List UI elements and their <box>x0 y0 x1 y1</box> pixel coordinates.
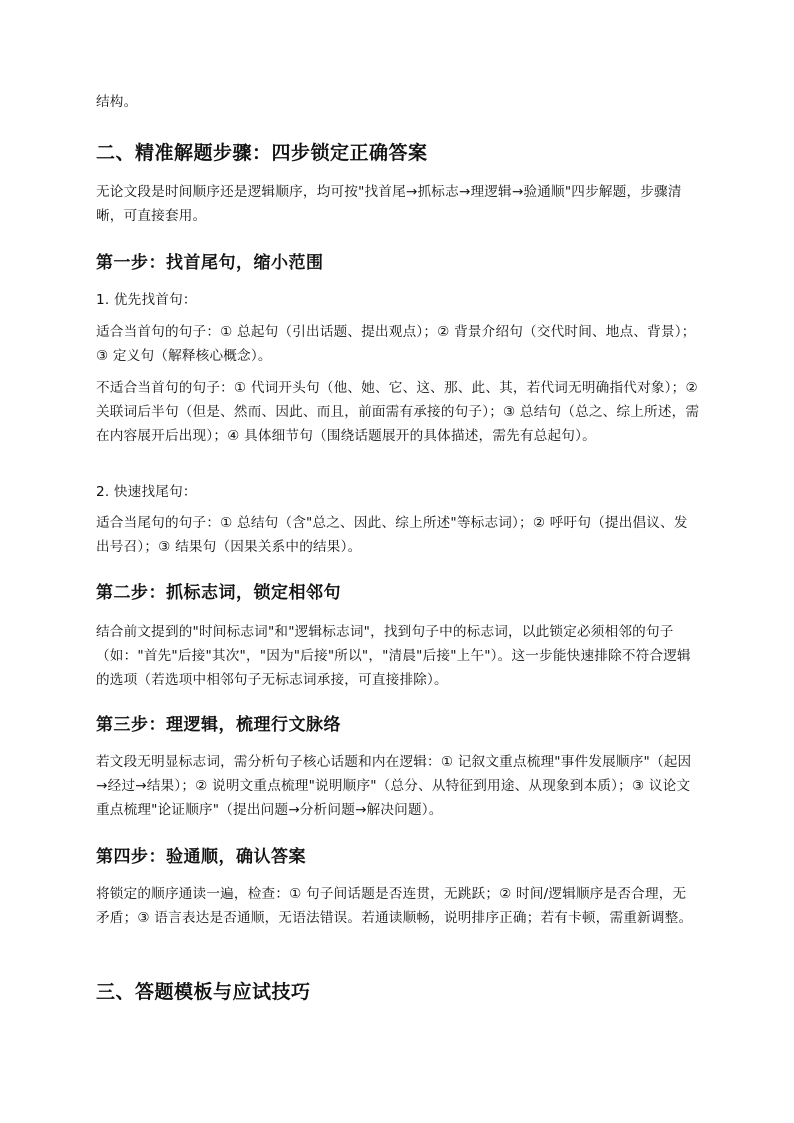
section-2-heading: 二、精准解题步骤：四步锁定正确答案 <box>96 142 428 164</box>
step-1-unsuitable-first: 不适合当首句的句子：① 代词开头句（他、她、它、这、那、此、其，若代词无明确指代对象）；② 关联词后半句（但是、然而、因此、而且，前面需有承接的句子）；③ 总结句（总之、综上所述，需在内容展开后出现）；④ 具体细节句（围绕话题展开的具体描述，需先有总起句）。 <box>96 380 700 444</box>
step-1-heading: 第一步：找首尾句，缩小范围 <box>96 253 324 273</box>
step-1-suitable-first: 适合当首句的句子：① 总起句（引出话题、提出观点）；② 背景介绍句（交代时间、地点、背景）；③ 定义句（解释核心概念）。 <box>96 324 696 364</box>
step-1-item-2: 2. 快速找尾句： <box>96 484 197 500</box>
step-4-heading: 第四步：验通顺，确认答案 <box>96 847 306 867</box>
step-2-body: 结合前文提到的"时间标志词"和"逻辑标志词"，找到句子中的标志词，以此锁定必须相邻的句子（如："首先"后接"其次"，"因为"后接"所以"，"清晨"后接"上午"）。这一步能快速排除不符合逻辑的选项（若选项中相邻句子无标志词承接，可直接排除）。 <box>96 624 691 688</box>
step-3-body: 若文段无明显标志词，需分析句子核心话题和内在逻辑：① 记叙文重点梳理"事件发展顺序"（起因→经过→结果）；② 说明文重点梳理"说明顺序"（总分、从特征到用途、从现象到本质）；③ 议论文重点梳理"论证顺序"（提出问题→分析问题→解决问题）。 <box>96 754 692 818</box>
step-1-item-1: 1. 优先找首句： <box>96 292 197 308</box>
section-2-intro: 无论文段是时间顺序还是逻辑顺序，均可按"找首尾→抓标志→理逻辑→验通顺"四步解题，步骤清晰，可直接套用。 <box>96 184 682 224</box>
step-3-heading: 第三步：理逻辑，梳理行文脉络 <box>96 715 341 735</box>
step-2-heading: 第二步：抓标志词，锁定相邻句 <box>96 583 341 603</box>
step-4-body: 将锁定的顺序通读一遍，检查：① 句子间话题是否连贯，无跳跃；② 时间/逻辑顺序是否合理，无矛盾；③ 语言表达是否通顺，无语法错误。若通读顺畅，说明排序正确；若有卡顿，需重新调整。 <box>96 886 693 926</box>
intro-tail-text: 结构。 <box>96 94 138 110</box>
step-1-suitable-last: 适合当尾句的句子：① 总结句（含"总之、因此、综上所述"等标志词）；② 呼吁句（提出倡议、发出号召）；③ 结果句（因果关系中的结果）。 <box>96 515 688 555</box>
section-3-heading: 三、答题模板与应试技巧 <box>96 981 311 1003</box>
